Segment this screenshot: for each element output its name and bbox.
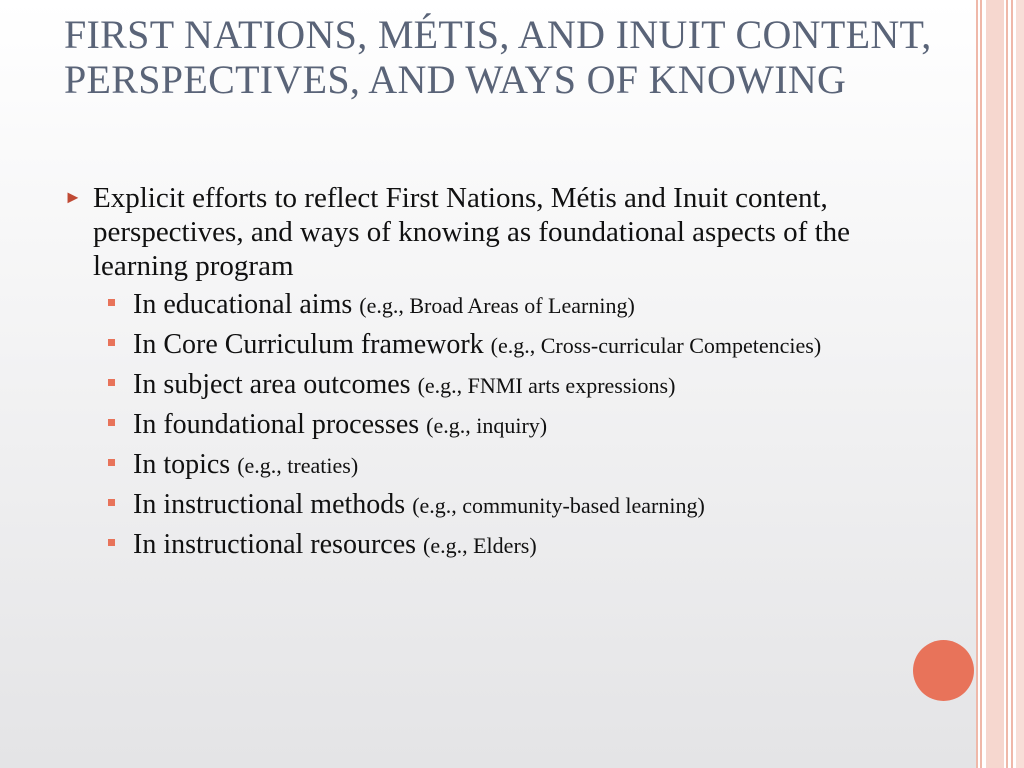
sub-bullet-example: (e.g., Broad Areas of Learning) [359, 293, 635, 318]
sub-bullet-text: In Core Curriculum framework [133, 329, 491, 360]
sub-bullet-text: In educational aims [133, 289, 360, 320]
list-item [64, 369, 894, 400]
slide-title: FIRST NATIONS, MÉTIS, AND INUIT CONTENT, PERSPECTIVES, AND WAYS OF KNOWING [64, 12, 932, 102]
square-bullet-icon [108, 419, 115, 426]
border-stripe [1016, 0, 1024, 768]
circle-decoration-icon [913, 640, 974, 701]
main-bullet-item [64, 181, 894, 283]
sub-bullet-example: (e.g., FNMI arts expressions) [417, 373, 676, 398]
sub-bullet-text: In topics [133, 449, 238, 480]
sub-bullet-list [64, 289, 894, 560]
sub-bullet-example: (e.g., community-based learning) [412, 493, 705, 518]
sub-bullet-example: (e.g., Cross-curricular Competencies) [490, 333, 822, 358]
border-stripe [976, 0, 978, 768]
decorative-right-border [976, 0, 1024, 768]
list-item [64, 409, 894, 440]
sub-bullet-example: (e.g., inquiry) [426, 413, 548, 438]
list-item [64, 489, 894, 520]
sub-bullet-example: (e.g., treaties) [237, 453, 359, 478]
square-bullet-icon [108, 499, 115, 506]
sub-bullet-text: In foundational processes [133, 409, 427, 440]
list-item [64, 289, 894, 320]
arrow-right-icon: ► [64, 187, 82, 207]
sub-bullet-text: In subject area outcomes [133, 369, 418, 400]
slide-content [64, 181, 894, 569]
border-stripe [1006, 0, 1008, 768]
square-bullet-icon [108, 459, 115, 466]
list-item [64, 329, 894, 360]
border-stripe [980, 0, 982, 768]
square-bullet-icon [108, 299, 115, 306]
sub-bullet-text: In instructional resources [133, 529, 424, 560]
list-item [64, 449, 894, 480]
square-bullet-icon [108, 539, 115, 546]
sub-bullet-example: (e.g., Elders) [423, 533, 537, 558]
square-bullet-icon [108, 339, 115, 346]
border-stripe [986, 0, 1004, 768]
sub-bullet-text: In instructional methods [133, 489, 413, 520]
list-item [64, 529, 894, 560]
border-stripe [1011, 0, 1013, 768]
main-bullet-text: Explicit efforts to reflect First Nations, Métis and Inuit content, perspectives, and ways of knowing as foundational aspects of the learning program [93, 182, 851, 282]
square-bullet-icon [108, 379, 115, 386]
